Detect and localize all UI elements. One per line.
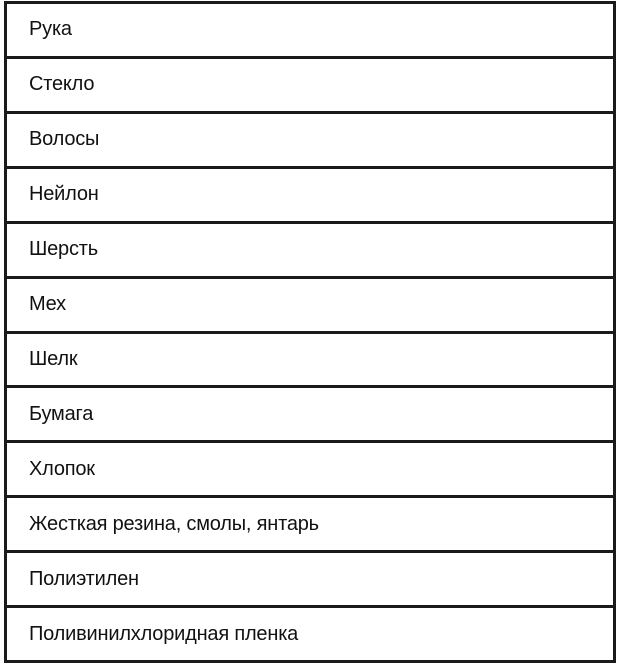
table-row bbox=[7, 495, 613, 550]
table-row bbox=[7, 605, 613, 660]
row-label: Поливинилхлоридная пленка bbox=[29, 622, 299, 645]
table-row bbox=[7, 111, 613, 166]
row-label: Мех bbox=[29, 293, 66, 316]
row-label: Нейлон bbox=[29, 183, 99, 206]
table-row bbox=[7, 550, 613, 605]
row-label: Стекло bbox=[29, 73, 95, 96]
table-row bbox=[7, 331, 613, 386]
row-label: Бумага bbox=[29, 402, 94, 425]
row-label: Полиэтилен bbox=[29, 567, 139, 590]
row-label: Жесткая резина, смолы, янтарь bbox=[29, 512, 319, 535]
table-row bbox=[7, 1, 613, 56]
table-row bbox=[7, 166, 613, 221]
table-row bbox=[7, 440, 613, 495]
table-row bbox=[7, 221, 613, 276]
table-row bbox=[7, 385, 613, 440]
row-label: Шелк bbox=[29, 347, 78, 370]
row-label: Волосы bbox=[29, 128, 100, 151]
materials-table bbox=[4, 1, 616, 663]
row-label: Рука bbox=[29, 18, 72, 41]
row-label: Хлопок bbox=[29, 457, 95, 480]
row-label: Шерсть bbox=[29, 238, 98, 261]
table-row bbox=[7, 56, 613, 111]
table-row bbox=[7, 276, 613, 331]
